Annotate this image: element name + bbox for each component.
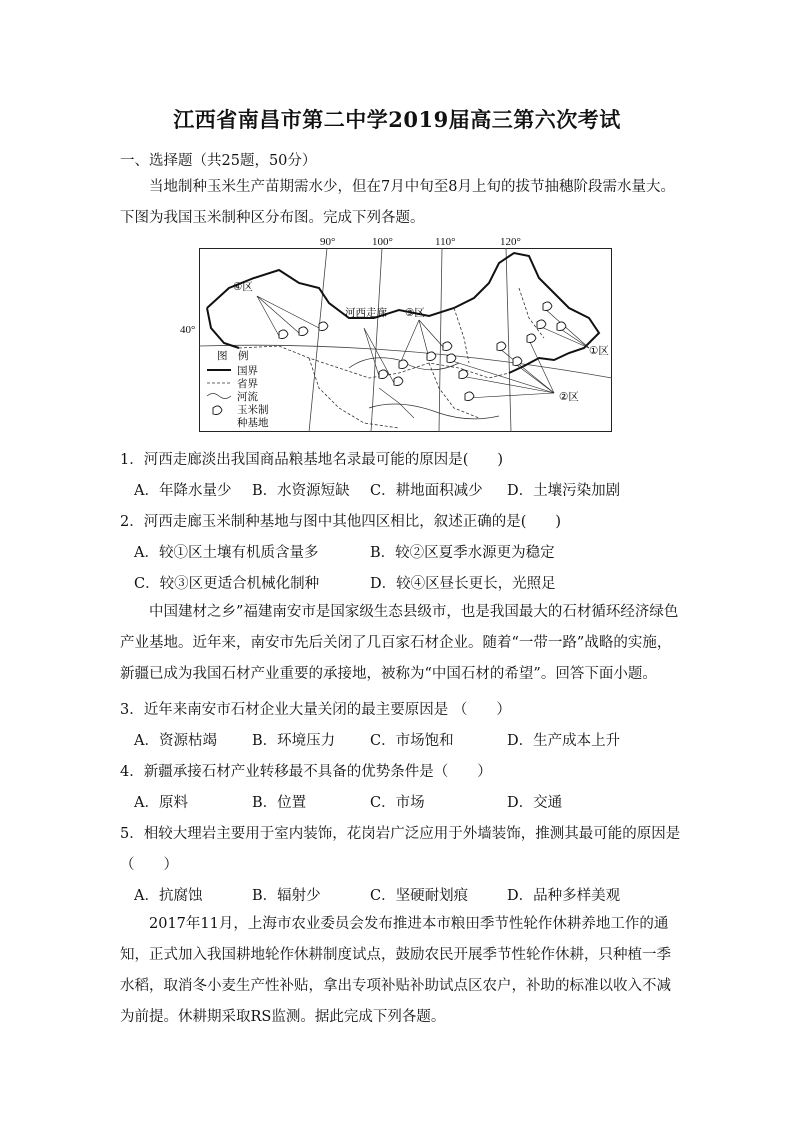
lon-90-label: 90° [320,236,336,248]
q2-option-c: C．较③区更适合机械化制种 [134,576,320,592]
q3-option-b: B．环境压力 [252,733,336,749]
lon-100-label: 100° [372,236,393,248]
q5-option-b: B．辐射少 [252,888,321,904]
legend-base-2: 种基地 [237,417,269,429]
question-2: 2．河西走廊玉米制种基地与图中其他四区相比，叙述正确的是( ) [120,514,562,530]
q2-option-b: B．较②区夏季水源更为稳定 [370,545,555,561]
legend-title: 图 例 [217,350,249,362]
q4-option-b: B．位置 [252,795,307,811]
legend-border: 国界 [237,365,258,377]
lon-120-label: 120° [500,236,521,248]
q3-option-a: A．资源枯竭 [134,733,217,749]
question-5-blank: （ ） [120,857,178,873]
region-3-label: ③区 [405,307,425,319]
passage-3: 2017年11月，上海市农业委员会发布推进本市粮田季节性轮作休耕养地工作的通知，正式加入我国耕地轮作休耕制度试点，鼓励农民开展季节性轮作休耕，只种植一季水稻，取消冬小麦生产性补贴，拿出专项补贴补助试点区农户，补助的标准以收入不减为前提。休耕期采取RS监测。据此完成下列各题。 [120,916,671,1025]
q1-option-b: B．水资源短缺 [252,483,350,499]
q4-option-c: C．市场 [370,795,425,811]
q4-option-a: A．原料 [134,795,188,811]
legend-province: 省界 [237,378,258,390]
region-2-label: ②区 [559,391,579,403]
passage-1: 当地制种玉米生产苗期需水少，但在7月中旬至8月上旬的拔节抽穗阶段需水量大。下图为我国玉米制种区分布图。完成下列各题。 [120,179,675,226]
passage-2: 中国建材之乡”福建南安市是国家级生态县级市，也是我国最大的石材循环经济绿色产业基地。近年来，南安市先后关闭了几百家石材企业。随着“一带一路”战略的实施，新疆已成为我国石材产业重要的承接地，被称为“中国石材的希望”。回答下面小题。 [120,604,679,682]
question-1: 1．河西走廊淡出我国商品粮基地名录最可能的原因是( ) [120,452,504,468]
q4-option-d: D．交通 [507,795,563,811]
legend-river: 河流 [237,391,258,403]
q1-option-c: C．耕地面积减少 [370,483,483,499]
page-title: 江西省南昌市第二中学2019届高三第六次考试 [173,107,621,132]
legend-base-1: 玉米制 [237,404,269,416]
lat-40-label: 40° [180,324,196,336]
corn-base-icon [213,406,222,415]
q2-option-a: A．较①区土壤有机质含量多 [134,545,319,561]
q1-option-a: A．年降水量少 [134,483,232,499]
question-4: 4．新疆承接石材产业转移最不具备的优势条件是（ ） [120,764,492,780]
corn-seed-map [199,248,612,432]
question-5: 5．相较大理岩主要用于室内装饰，花岗岩广泛应用于外墙装饰，推测其最可能的原因是 [120,826,681,842]
q1-option-d: D．土壤污染加剧 [507,483,621,499]
lon-110-label: 110° [435,236,456,248]
section-heading: 一、选择题（共25题，50分） [120,153,317,169]
q5-option-a: A．抗腐蚀 [134,888,203,904]
q2-option-d: D．较④区昼长更长，光照足 [370,576,556,592]
region-1-label: ①区 [589,345,609,357]
q3-option-c: C．市场饱和 [370,733,454,749]
region-4-label: ④区 [233,281,253,293]
q5-option-c: C．坚硬耐划痕 [370,888,469,904]
corridor-label: 河西走廊 [345,307,387,319]
q5-option-d: D．品种多样美观 [507,888,621,904]
q3-option-d: D．生产成本上升 [507,733,621,749]
question-3: 3．近年来南安市石材企业大量关闭的最主要原因是 （ ） [120,702,511,718]
